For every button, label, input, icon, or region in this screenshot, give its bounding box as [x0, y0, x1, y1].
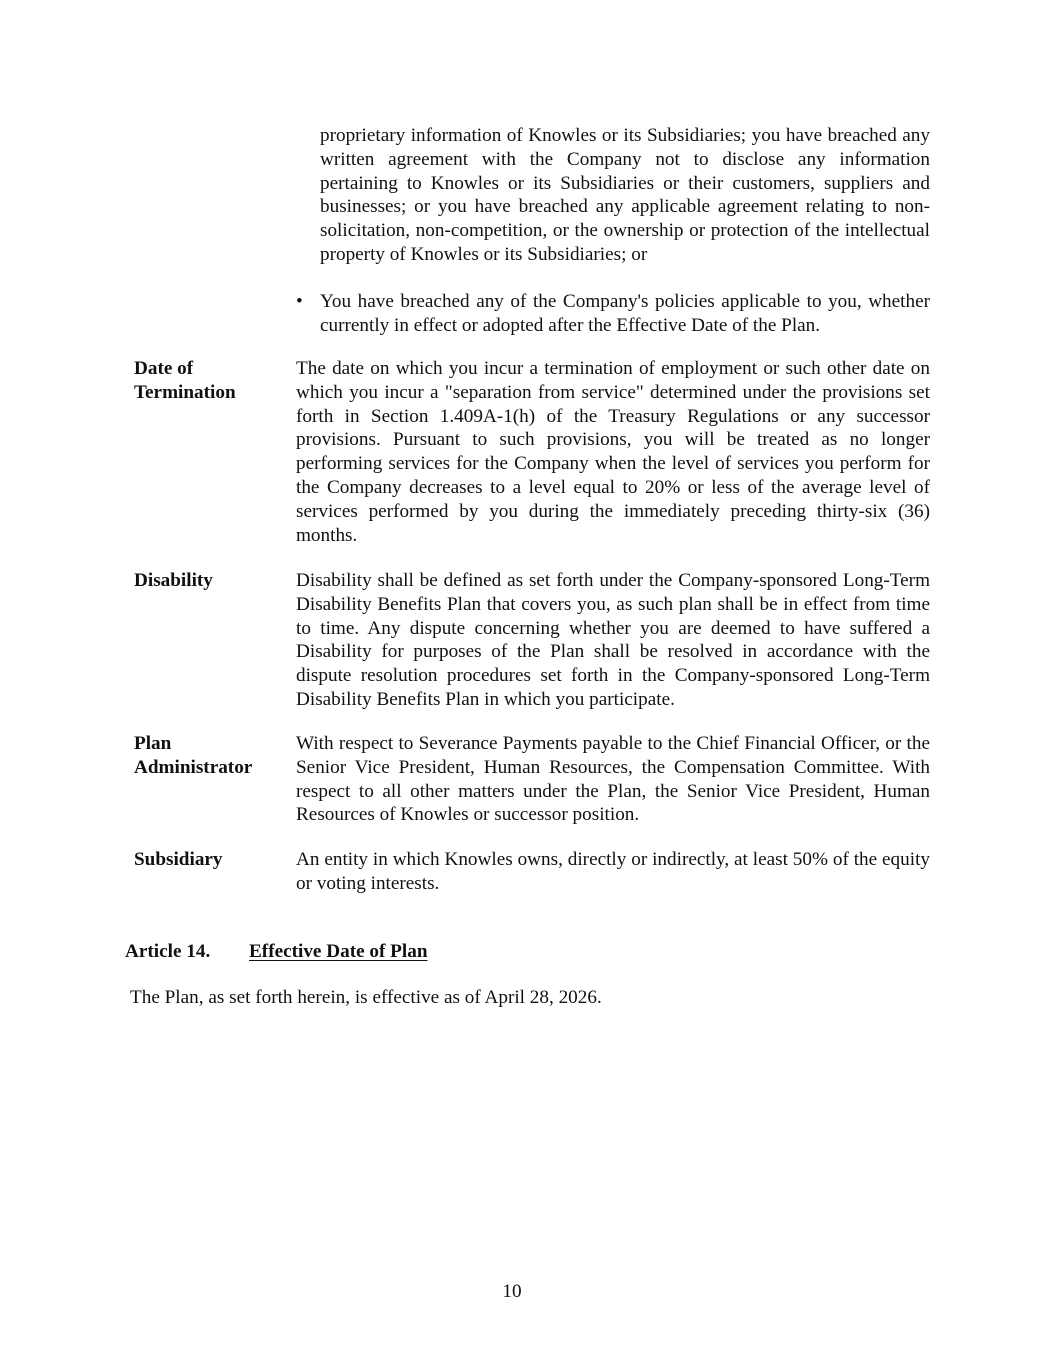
definition-term: Plan Administrator [134, 733, 253, 778]
bullet-text: You have breached any of the Company's policies applicable to you, whether currently in effect or adopted after the Effective Date of the Plan. [320, 291, 930, 336]
definition-text: An entity in which Knowles owns, directly or indirectly, at least 50% of the equity or voting interests. [296, 849, 930, 894]
bullet-icon: • [296, 291, 303, 312]
definition-text: With respect to Severance Payments payable to the Chief Financial Officer, or the Senior Vice President, Human Resources, the Compensation Committee. With respect to all other matters under the Plan, the Senior Vice President, Human Resources of Knowles or successor position. [296, 733, 930, 826]
bullet-list-item [296, 290, 930, 338]
article-number: Article 14. [125, 941, 211, 962]
definition-term: Date of Termination [134, 358, 236, 403]
article-heading [125, 940, 428, 964]
article-title: Effective Date of Plan [249, 941, 428, 962]
definition-text: The date on which you incur a termination of employment or such other date on which you incur a "separation from service" determined under the provisions set forth in Section 1.409A-1(h) of the Treasury Regulations or any successor provisions. Pursuant to such provisions, you will be treated as no longer performing services for the Company when the level of services you perform for the Company decreases to a level equal to 20% or less of the average level of services performed by you during the immediately preceding thirty-six (36) months. [296, 358, 930, 546]
article-body: The Plan, as set forth herein, is effective as of April 28, 2026. [130, 987, 602, 1008]
definition-term: Disability [134, 570, 213, 591]
definition-text: Disability shall be defined as set forth under the Company-sponsored Long-Term Disability Benefits Plan that covers you, as such plan shall be in effect from time to time. Any dispute concerning whether you are deemed to have suffered a Disability for purposes of the Plan shall be resolved in accordance with the dispute resolution procedures set forth in the Company-sponsored Long-Term Disability Benefits Plan in which you participate. [296, 570, 930, 710]
continuation-paragraph: proprietary information of Knowles or its Subsidiaries; you have breached any written agreement with the Company not to disclose any information pertaining to Knowles or its Subsidiaries or their customers, suppliers and businesses; or you have breached any applicable agreement relating to non-solicitation, non-competition, or the ownership or protection of the intellectual property of Knowles or its Subsidiaries; or [320, 125, 930, 265]
definition-term: Subsidiary [134, 849, 223, 870]
page-number: 10 [502, 1281, 522, 1302]
